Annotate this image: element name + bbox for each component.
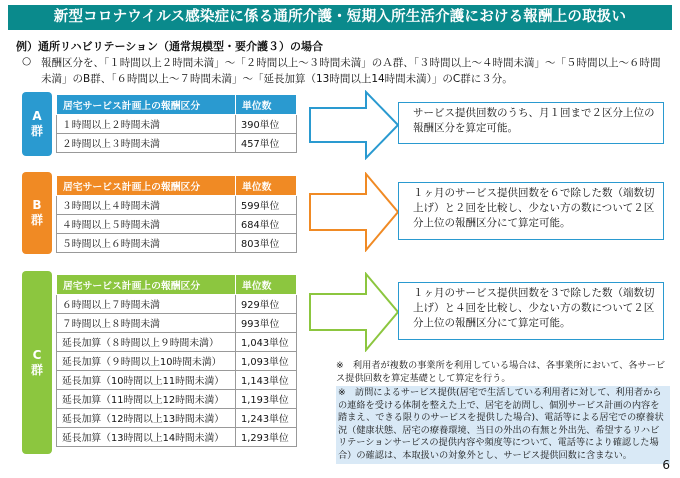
row-unit: 457単位 xyxy=(236,134,297,153)
table-row xyxy=(57,333,297,352)
table-row xyxy=(57,196,297,215)
group-b-note: １ヶ月のサービス提供回数を６で除した数（端数切上げ）と２回を比較し、少ない方の数について２区分上位の報酬区分にて算定可能。 xyxy=(398,182,664,240)
row-kbn: 延長加算（12時間以上13時間未満） xyxy=(57,409,236,428)
arrow-c-icon xyxy=(308,272,400,352)
row-unit: 599単位 xyxy=(236,196,297,215)
group-a-label xyxy=(22,92,52,156)
group-c-suffix: 群 xyxy=(30,362,43,377)
group-b-label xyxy=(22,172,52,254)
arrow-a-icon xyxy=(308,90,400,160)
row-kbn: ４時間以上５時間未満 xyxy=(57,215,236,234)
note-multiple-facilities: ※ 利用者が複数の事業所を利用している場合は、各事業所において、各サービス提供回数を算定基礎として算定を行う。 xyxy=(336,360,666,384)
table-row xyxy=(57,390,297,409)
table-row xyxy=(57,215,297,234)
row-unit: 1,193単位 xyxy=(236,390,297,409)
row-kbn: 延長加算（13時間以上14時間未満） xyxy=(57,428,236,447)
row-unit: 803単位 xyxy=(236,234,297,253)
group-a-note: サービス提供回数のうち、月１回まで２区分上位の報酬区分を算定可能。 xyxy=(398,102,664,144)
row-kbn: 延長加算（11時間以上12時間未満） xyxy=(57,390,236,409)
group-b-table xyxy=(56,175,297,253)
group-a-table xyxy=(56,94,297,153)
row-kbn: 延長加算（10時間以上11時間未満） xyxy=(57,371,236,390)
header-unit: 単位数 xyxy=(236,95,297,115)
group-c-label xyxy=(22,271,52,454)
table-row xyxy=(57,428,297,447)
table-row xyxy=(57,134,297,153)
header-kbn: 居宅サービス計画上の報酬区分 xyxy=(57,95,236,115)
row-unit: 1,293単位 xyxy=(236,428,297,447)
table-row xyxy=(57,314,297,333)
intro-text: 報酬区分を、「１時間以上２時間未満」〜「２時間以上〜３時間未満」のＡ群、「３時間以上〜４時間未満」〜「５時間以上〜６時間未満」のB群、「６時間以上〜７時間未満」〜「延長加算（13時間以上14時間未満）」のC群に３分。 xyxy=(41,57,661,85)
table-row xyxy=(57,115,297,134)
row-kbn: ５時間以上６時間未満 xyxy=(57,234,236,253)
row-unit: 684単位 xyxy=(236,215,297,234)
group-b-suffix: 群 xyxy=(30,213,43,227)
row-kbn: ３時間以上４時間未満 xyxy=(57,196,236,215)
arrow-b-icon xyxy=(308,172,400,252)
group-c-table xyxy=(56,274,297,447)
row-unit: 1,043単位 xyxy=(236,333,297,352)
row-unit: 1,143単位 xyxy=(236,371,297,390)
row-kbn: ７時間以上８時間未満 xyxy=(57,314,236,333)
row-unit: 1,093単位 xyxy=(236,352,297,371)
header-kbn: 居宅サービス計画上の報酬区分 xyxy=(57,275,236,295)
row-kbn: 延長加算（８時間以上９時間未満） xyxy=(57,333,236,352)
note-visit-service: ※ 訪問によるサービス提供(居宅で生活している利用者に対して、利用者からの連絡を受ける体制を整えた上で、居宅を訪問し、個別サービス計画の内容を踏まえ、できる限りのサービスを提供した場合)、電話等による居宅での療養状況（健康状態、居宅の療養環境、当日の外出の有無と外出先、希望するリハビリテーションサービスの提供内容や頻度等について、電話等により確認した場合）の確認は、本取扱いの対象外とし、サービス提供回数に含まない。 xyxy=(336,386,670,464)
row-unit: 929単位 xyxy=(236,295,297,314)
table-header xyxy=(57,275,297,295)
row-kbn: ６時間以上７時間未満 xyxy=(57,295,236,314)
bullet-mark: ○ xyxy=(22,55,32,67)
header-unit: 単位数 xyxy=(236,275,297,295)
page-number: 6 xyxy=(662,458,670,472)
row-kbn: １時間以上２時間未満 xyxy=(57,115,236,134)
table-header xyxy=(57,95,297,115)
page-title: 新型コロナウイルス感染症に係る通所介護・短期入所生活介護における報酬上の取扱い xyxy=(8,5,672,30)
table-row xyxy=(57,295,297,314)
row-unit: 390単位 xyxy=(236,115,297,134)
header-kbn: 居宅サービス計画上の報酬区分 xyxy=(57,176,236,196)
group-a-letter: A xyxy=(32,109,42,123)
table-row xyxy=(57,409,297,428)
row-kbn: ２時間以上３時間未満 xyxy=(57,134,236,153)
table-row xyxy=(57,234,297,253)
group-b-letter: B xyxy=(32,198,42,212)
group-c-letter: C xyxy=(32,347,42,362)
group-c-note: １ヶ月のサービス提供回数を３で除した数（端数切上げ）と４回を比較し、少ない方の数について２区分上位の報酬区分にて算定可能。 xyxy=(398,282,664,340)
row-unit: 1,243単位 xyxy=(236,409,297,428)
table-header xyxy=(57,176,297,196)
header-unit: 単位数 xyxy=(236,176,297,196)
row-kbn: 延長加算（９時間以上10時間未満） xyxy=(57,352,236,371)
table-row xyxy=(57,371,297,390)
example-subtitle: 例）通所リハビリテーション（通常規模型・要介護３）の場合 xyxy=(16,40,324,53)
group-a-suffix: 群 xyxy=(30,124,43,138)
row-unit: 993単位 xyxy=(236,314,297,333)
table-row xyxy=(57,352,297,371)
